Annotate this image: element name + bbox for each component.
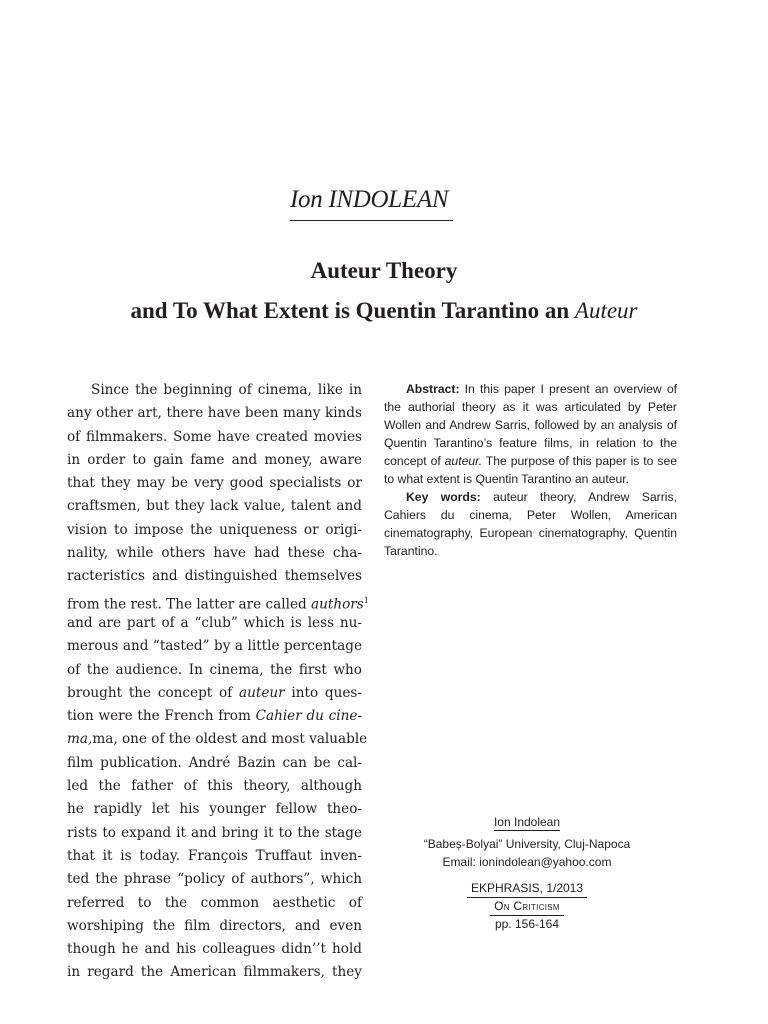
- body-line: in order to gain fame and money, aware: [67, 451, 362, 468]
- body-line: [67, 705, 362, 728]
- abstract-text: In this paper I present an overview of the authorial theory as it was articulated by Peter Wollen and Andrew Sarris, followed by an analysis of Quentin Tarantino’s feature films, in relation to the concept of: [384, 382, 677, 468]
- body-line: rists to expand it and bring it to the stage: [67, 824, 362, 841]
- journal-name: EKPHRASIS, 1/2013: [467, 880, 587, 898]
- footnote-marker: 1: [363, 595, 369, 605]
- body-line-text: tion were the French from: [67, 708, 256, 725]
- journal-section: On Criticism: [490, 898, 564, 916]
- paper-title-auteur-italic: Auteur: [574, 298, 638, 323]
- body-line: racteristics and distinguished themselves: [67, 568, 362, 585]
- body-line: referred to the common aesthetic of: [67, 894, 362, 911]
- affiliation-email: Email: ionindolean@yahoo.com: [442, 855, 612, 869]
- body-line: merous and “tasted” by a little percentage: [67, 638, 362, 655]
- cahier-italic: Cahier du cine-: [255, 708, 362, 725]
- keywords-paragraph: [384, 488, 677, 560]
- authors-italic: authors: [311, 596, 364, 613]
- body-line: [67, 682, 362, 705]
- body-line: that they may be very good specialists or: [67, 475, 362, 492]
- body-line: any other art, there have been many kinds: [67, 405, 362, 422]
- body-line: [67, 589, 369, 613]
- body-line: film publication. André Bazin can be cal-: [67, 754, 362, 771]
- affiliation-university: “Babeș-Bolyai” University, Cluj-Napoca: [423, 837, 631, 851]
- affiliation-name: Ion Indolean: [493, 815, 561, 829]
- paper-title-line-2-text: and To What Extent is Quentin Tarantino an: [130, 298, 575, 323]
- abstract-label: Abstract:: [406, 382, 460, 396]
- body-line: in regard the American filmmakers, they: [67, 964, 362, 981]
- body-line: craftsmen, but they lack value, talent and: [67, 498, 362, 515]
- body-line: that it is today. François Truffaut inven-: [67, 847, 362, 864]
- auteur-italic: auteur: [239, 684, 285, 701]
- body-line: ted the phrase “policy of authors”, which: [67, 871, 362, 888]
- abstract-paragraph: [384, 380, 677, 488]
- body-line-text: brought the concept of: [67, 684, 239, 701]
- abstract-text: The purpose of this paper is to see to what extent is Quentin Tarantino an auteur.: [384, 454, 677, 486]
- body-line: led the father of this theory, although: [67, 778, 362, 795]
- body-line: of filmmakers. Some have created movies: [67, 428, 362, 445]
- paper-title-line-2: [0, 298, 768, 324]
- paper-title-line-1: Auteur Theory: [310, 258, 458, 283]
- body-line-text: from the rest. The latter are called: [67, 596, 312, 613]
- keywords-text: auteur theory, Andrew Sarris, Cahiers du cinema, Peter Wollen, American cinematography, European cinematography, Quentin Tarantino.: [384, 490, 677, 558]
- body-line: of the audience. In cinema, the first who: [67, 661, 362, 678]
- journal-pages: pp. 156-164: [494, 917, 560, 931]
- body-line: Since the beginning of cinema, like in: [91, 382, 362, 398]
- body-text-column: [67, 379, 369, 985]
- abstract-auteur-italic: auteur.: [444, 454, 483, 468]
- keywords-label: Key words:: [406, 490, 481, 504]
- body-line: and are part of a “club” which is less nu-: [67, 614, 362, 631]
- abstract-block: [384, 380, 677, 560]
- body-line: though he and his colleagues didn’’t hold: [67, 941, 362, 958]
- body-line-text: into ques-: [284, 684, 362, 701]
- body-line: vision to impose the uniqueness or origi-: [67, 521, 362, 538]
- affiliation-block: [384, 813, 670, 871]
- body-line: he rapidly let his younger fellow theo-: [67, 801, 362, 818]
- body-line: [67, 728, 368, 751]
- journal-block: [384, 880, 670, 933]
- author-name: Ion INDOLEAN: [290, 186, 453, 221]
- body-line: nality, while others have had these cha-: [67, 545, 362, 562]
- body-line: worshiping the film directors, and even: [67, 917, 362, 934]
- body-line-text: ma, one of the oldest and most valuable: [92, 731, 368, 748]
- cahier-italic-end: ma,: [67, 731, 93, 748]
